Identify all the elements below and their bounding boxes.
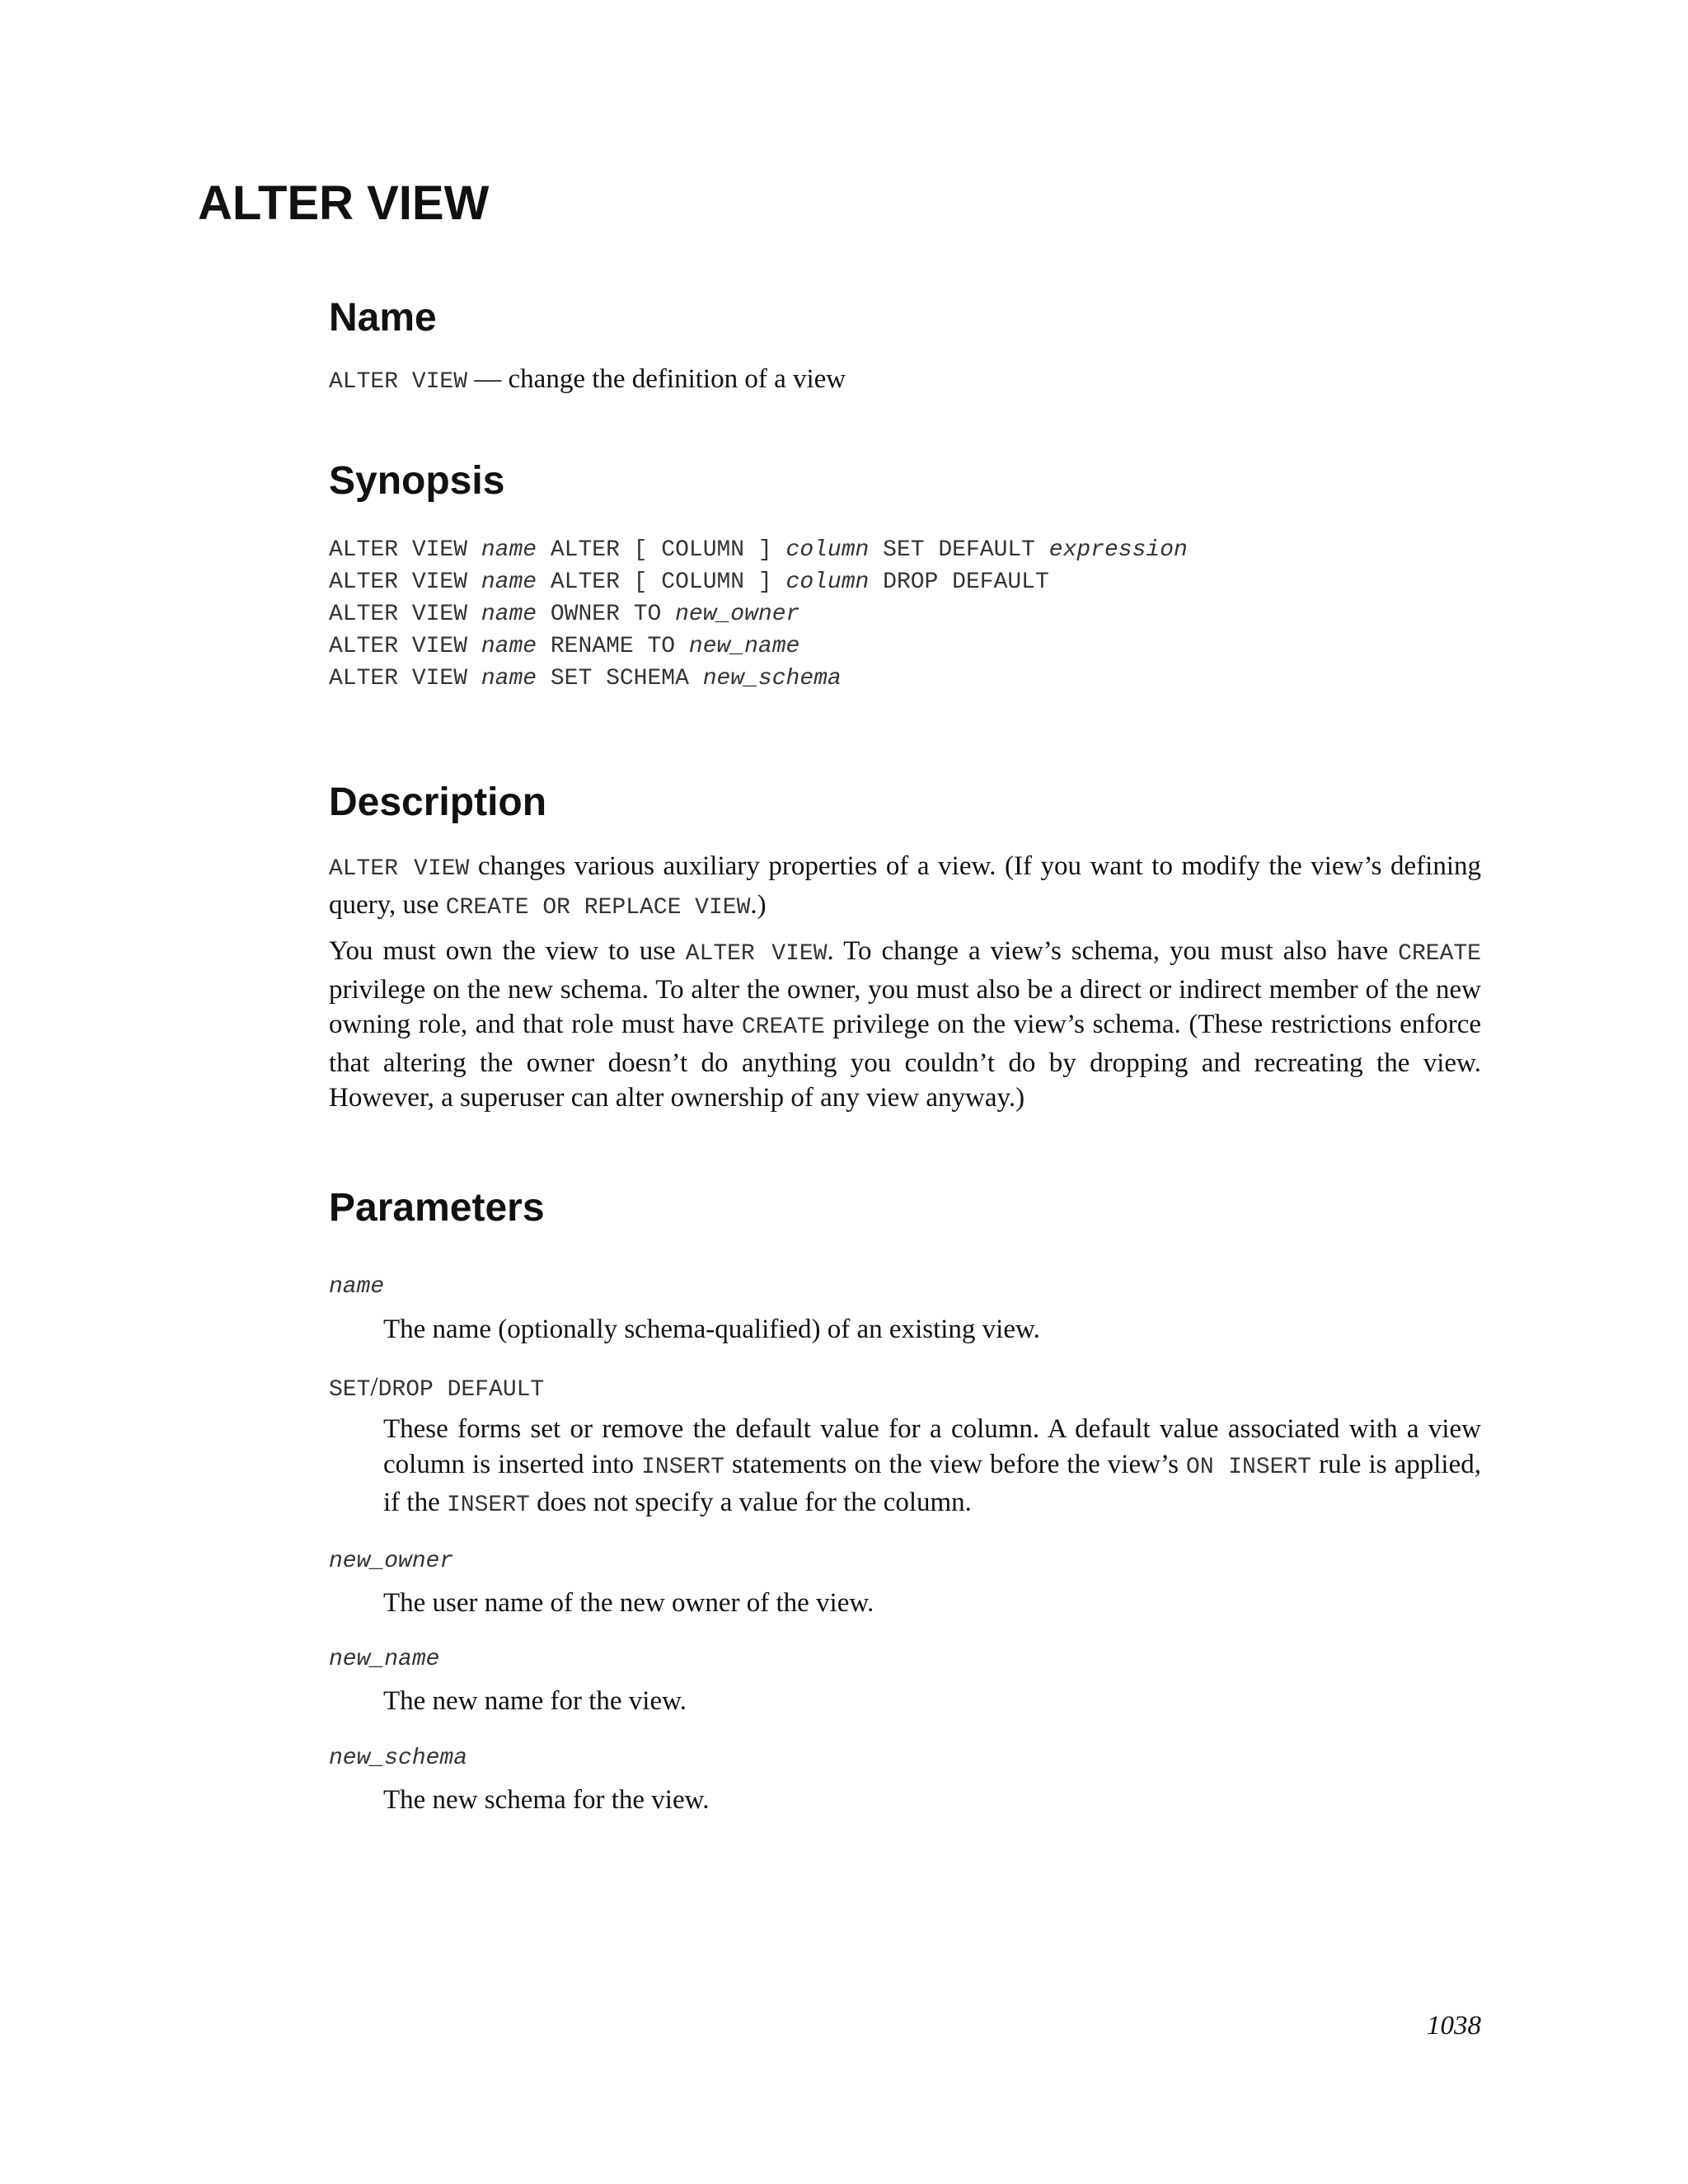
text-run: does not specify a value for the column. xyxy=(529,1488,972,1517)
code-run: ALTER VIEW xyxy=(329,602,481,627)
text-run: You must own the view to use xyxy=(329,936,686,966)
code-run: name xyxy=(481,666,537,691)
synopsis-heading: Synopsis xyxy=(329,459,505,503)
text-run: statements on the view before the view’s xyxy=(724,1449,1187,1479)
code-run: CREATE OR REPLACE VIEW xyxy=(445,894,751,921)
description-heading: Description xyxy=(329,780,547,824)
code-run: SET SCHEMA xyxy=(537,666,703,691)
parameter-definition xyxy=(383,1412,1481,1524)
code-run: ALTER VIEW xyxy=(685,941,828,967)
code-run: ALTER VIEW xyxy=(329,569,481,595)
page-title: ALTER VIEW xyxy=(198,176,490,230)
synopsis-line xyxy=(329,534,1188,566)
code-run: column xyxy=(785,569,870,595)
description-paragraph-1 xyxy=(329,849,1481,926)
synopsis-line xyxy=(329,630,1188,663)
code-run: DROP DEFAULT xyxy=(869,569,1049,595)
code-run: new_schema xyxy=(702,666,842,691)
parameter-definition xyxy=(383,1586,1481,1621)
code-run: new_name xyxy=(329,1647,440,1672)
code-run: ALTER VIEW xyxy=(329,634,481,659)
command-summary: — change the definition of a view xyxy=(467,364,846,394)
description-paragraph-2 xyxy=(329,934,1481,1116)
text-run: The new name for the view. xyxy=(383,1686,687,1716)
text-run: changes various auxiliary properties of a view. (If you want to modify the view’s defining query, use xyxy=(329,851,1482,920)
text-run: privilege on the view’s schema. (These restrictions enforce that altering the owner doesn’t do anything you couldn’t do by dropping and recreating the view. However, a superuser can alter ownership of any view anyway.) xyxy=(329,1010,1482,1113)
synopsis-line xyxy=(329,566,1188,598)
code-run: ALTER VIEW xyxy=(329,537,481,563)
name-line xyxy=(329,363,846,401)
code-run: name xyxy=(481,634,537,659)
code-run: new_name xyxy=(688,634,800,659)
text-run: The name (optionally schema-qualified) of an existing view. xyxy=(383,1315,1040,1344)
parameter-term xyxy=(329,1372,544,1407)
text-run: . To change a view’s schema, you must also have xyxy=(827,936,1399,966)
code-run: SET DEFAULT xyxy=(869,537,1049,563)
code-run: RENAME TO xyxy=(537,634,689,659)
code-run: ALTER [ COLUMN ] xyxy=(537,569,786,595)
code-run: name xyxy=(481,602,537,627)
code-run: ON INSERT xyxy=(1186,1454,1312,1480)
code-run: OWNER TO xyxy=(537,602,676,627)
synopsis-line xyxy=(329,663,1188,695)
text-run: The new schema for the view. xyxy=(383,1785,710,1815)
code-run: INSERT xyxy=(641,1454,724,1480)
code-run: name xyxy=(481,537,537,563)
code-run: CREATE xyxy=(741,1015,825,1040)
text-run: These forms set or remove the default value for a column. A default value associated with a view column is inserted into xyxy=(383,1414,1481,1479)
code-run: new_owner xyxy=(675,602,800,627)
text-run: / xyxy=(370,1372,378,1402)
synopsis-line xyxy=(329,598,1188,630)
code-run: SET xyxy=(329,1377,371,1403)
code-run: name xyxy=(481,569,537,595)
parameter-term xyxy=(329,1744,467,1775)
text-run: privilege on the new schema. To alter the owner, you must also be a direct or indirect member of the new owning role, and that role must have xyxy=(329,974,1481,1039)
code-run: new_owner xyxy=(329,1549,454,1574)
parameter-term xyxy=(329,1645,439,1676)
code-run: ALTER VIEW xyxy=(329,856,470,882)
code-run: ALTER [ COLUMN ] xyxy=(537,537,786,563)
parameters-heading: Parameters xyxy=(329,1186,545,1230)
command-name: ALTER VIEW xyxy=(329,369,468,395)
code-run: column xyxy=(785,537,870,563)
code-run: INSERT xyxy=(446,1493,530,1518)
parameter-definition xyxy=(383,1312,1481,1347)
code-run: new_schema xyxy=(329,1746,468,1771)
text-run: .) xyxy=(750,889,767,920)
code-run: name xyxy=(329,1274,385,1300)
code-run: expression xyxy=(1048,537,1188,563)
parameter-term xyxy=(329,1547,453,1578)
code-run: CREATE xyxy=(1398,941,1481,967)
code-run: ALTER VIEW xyxy=(329,666,481,691)
text-run: The user name of the new owner of the view. xyxy=(383,1588,874,1618)
synopsis-block xyxy=(329,534,1188,695)
page-number: 1038 xyxy=(1427,2011,1481,2041)
parameter-definition xyxy=(383,1684,1481,1719)
code-run: DROP DEFAULT xyxy=(377,1377,545,1403)
parameter-term xyxy=(329,1272,384,1304)
text-run: rule is applied, if the xyxy=(383,1449,1481,1517)
name-heading: Name xyxy=(329,296,437,340)
parameter-definition xyxy=(383,1783,1481,1818)
